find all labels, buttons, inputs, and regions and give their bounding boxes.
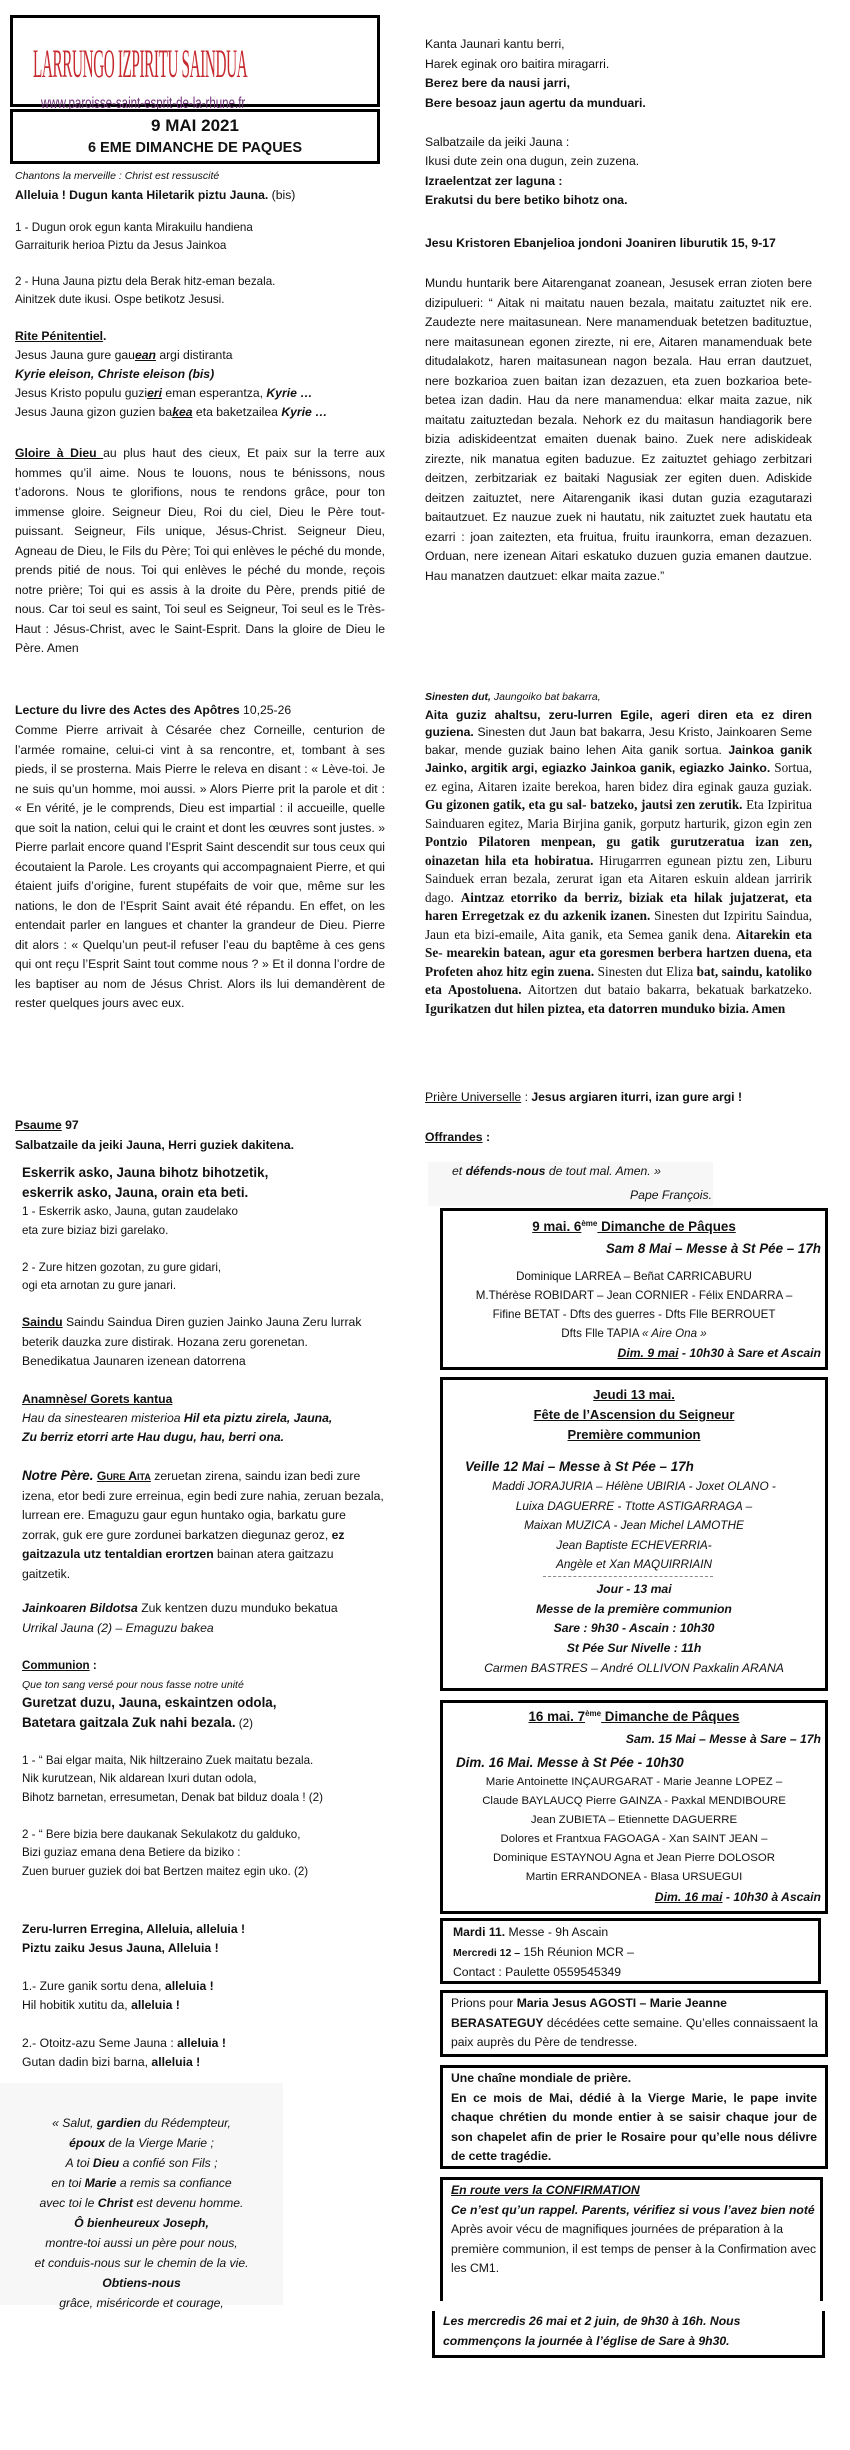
liturgical-sunday: 6 EME DIMANCHE DE PAQUES xyxy=(87,140,303,156)
text-run: Dim. 16 mai xyxy=(654,1890,723,1904)
text-run: Dimanche de Pâques xyxy=(597,1219,736,1234)
confirmation-announcement xyxy=(451,2181,817,2279)
text-run: - 10h30 à Sare et Ascain xyxy=(678,1346,821,1360)
text-run: zeruetan zirena, saindu izan bedi zure izena, etor bedi zure erreinua, egin bedi zure nahia, zeruan bezala, lurrean ere. Emaguzu gaur egun huntako ogia, barkatu gure zorrak, guk ere gure zordunei barkatzen diegunaz geroz, xyxy=(22,1469,384,1542)
text-run: : xyxy=(482,1130,491,1144)
text-run: Pontzio Pilatoren menpean, gu gatik gurutzeratua izan zen, oinazetan hila eta hobiratua. xyxy=(425,834,812,868)
sunday-mass xyxy=(443,1888,821,1908)
gospel-title xyxy=(425,234,815,254)
intentions-list xyxy=(443,1773,825,1887)
text-run: Jesus argiaren iturri, izan gure argi ! xyxy=(531,1090,742,1104)
text-run: au plus haut des cieux, Et paix sur la terre aux hommes qu’il aime. Nous te louons, nous te bénissons, nous t’adorons. Nous te glorifions, nous te rendons grâce, pour ton immense gloire. Seigneur Dieu, Roi du ciel, Dieu le Père tout-puissant. Seigneur, Fils unique, Jésus-Christ. Seigneur Dieu, Agneau de Dieu, le Fils du Père; Toi qui enlèves le péché du monde, prends pitié de nous. Toi qui enlèves le péché du monde, reçois notre prière; Toi qui es assis à la droite du Père, prends pitié de nous. Car toi seul es saint, Toi seul es Seigneur, Toi seul es le Très-Haut : Jésus-Christ, avec le Saint-Esprit. Dans la gloire de Dieu le Père. Amen xyxy=(15,446,385,655)
text-run: Hil eta piztu zirela, Jauna, Zu berriz etorri arte Hau dugu, hau, berri ona. xyxy=(22,1411,333,1444)
text-run: Dim. 16 Mai. Messe à St Pée - 10h30 xyxy=(456,1755,684,1770)
text-run: Jesus Jauna gizon guzien ba xyxy=(15,405,173,419)
text-run: Marie xyxy=(84,2176,117,2190)
text-run: Salbatzaile da jeiki Jauna, Herri guziek dakitena. xyxy=(15,1137,295,1152)
text-run: est devenu homme. xyxy=(136,2196,244,2210)
regina-caeli xyxy=(22,1920,385,2072)
confirmation-box xyxy=(440,2177,823,2301)
text-run: « Salut, xyxy=(52,2116,97,2130)
dotted-separator xyxy=(543,1576,713,1577)
text-run: Prière Universelle xyxy=(425,1090,522,1104)
text-run: (bis) xyxy=(268,188,296,202)
psalm-heading xyxy=(15,1116,385,1155)
saturday-mass xyxy=(443,1239,821,1260)
penitential-rite xyxy=(15,327,385,422)
communion-hymn xyxy=(22,1657,385,1881)
text-run: Anamnèse/ Gorets kantua xyxy=(22,1392,173,1406)
text-run: Gure Aita xyxy=(96,1469,151,1483)
prayer-end xyxy=(452,1162,732,1182)
text-run: Sam. 15 Mai – Messe à Sare – 17h xyxy=(625,1732,821,1746)
text-run: Jesu Kristoren Ebanjelioa jondoni Joaniren liburutik 15, 9-17 xyxy=(425,236,776,250)
text-run: ème xyxy=(585,1708,602,1718)
text-run: Aitarekin eta Se- mearekin batean, agur eta goresmen berbera hartzen duena, eta Profeten ahoz hitz egin zuena. xyxy=(425,926,812,979)
text-run: Igurikatzen dut hilen piztea, eta datorren munduko bizia. Amen xyxy=(425,1000,786,1016)
text-run: kea xyxy=(172,405,193,419)
text-run: argi distiranta xyxy=(159,348,233,362)
text-run: Zeru-lurren Erregina, Alleluia, alleluia ! Piztu zaiku Jesus Jauna, Alleluia ! xyxy=(22,1922,246,1955)
text-run: Aitortzen dut bataio bakarra, bekatuak barkatzeko. xyxy=(521,982,812,997)
box-title xyxy=(443,1385,825,1445)
text-run: . xyxy=(103,329,107,343)
text-run: Jesus Jauna gure gau xyxy=(15,348,135,362)
text-run: a confié son Fils ; en toi xyxy=(51,2156,218,2190)
text-run: Dieu xyxy=(92,2156,120,2170)
text-run: Dominique LARREA – Beñat CARRICABURU M.Thérèse ROBIDART – Jean CORNIER - Félix ENDARRA – Fifine BETAT - Dfts des guerres - Dfts Flle BERROUET Dfts Flle TAPIA xyxy=(475,1270,793,1340)
text-run: : xyxy=(89,1659,97,1672)
text-run: Saindu Saindua Diren guzien Jainko Jauna Zeru lurrak beterik dauzka zure distirak. Hozana zeru gorenetan. Benedikatua Jaunaren izenean datorrena xyxy=(22,1315,362,1368)
text-run: Pape François. xyxy=(630,1188,712,1202)
text-run: eman esperantza, xyxy=(162,386,267,400)
text-run: En route vers la CONFIRMATION xyxy=(451,2183,640,2197)
offertory xyxy=(425,1128,815,1148)
text-run: Sinesten dut Eliza xyxy=(594,963,694,979)
text-run: alleluia ! xyxy=(151,2055,201,2069)
text-run: Sortua, ez egina, Aitaren izaite berekoa, haren bidez dira eginak gauza guziak. xyxy=(425,760,812,794)
text-run: eri xyxy=(147,386,163,400)
text-run: Saindu xyxy=(22,1315,63,1329)
first-reading xyxy=(15,721,385,1014)
parish-logo: LARRUNGO IZPIRITU SAINDUA xyxy=(33,41,248,86)
text-run: Gutan dadin bizi barna, xyxy=(22,2055,149,2069)
first-reading-title xyxy=(15,701,385,721)
text-run: : xyxy=(521,1090,532,1104)
st-joseph-prayer-box xyxy=(0,2083,283,2310)
agnus-dei xyxy=(22,1599,352,1638)
text-run: défends-nous xyxy=(465,1164,546,1178)
rosary-announcement xyxy=(451,2069,817,2167)
text-run: Izraelentzat zer laguna : Erakutsi du bere betiko bihotz ona. xyxy=(425,173,628,207)
text-run: de tout mal. Amen. » xyxy=(545,1164,661,1178)
text-run: alleluia ! xyxy=(164,1979,214,1993)
text-run: Chantons la merveille : Christ est ressuscité xyxy=(15,170,220,182)
text-run: Christ xyxy=(97,2196,134,2210)
text-run: Mundu huntarik bere Aitarenganat zoanean, Jesusek erran zioten bere dizipulueri: “ Aitak ni maitatu nauen bezala, maitatu zaituztet nik ere. Zaudezte nere maitasunean. Nere manamenduak betetzen badituztue, nere maitasunean egonen zirezte, ni ere, Aitaren manamenduak bete ditudalakotz, haren maitasunean nagon bezala. Hau erran dautzuet, nere bozkarioa zuen baitan izan dezazuen, eta zuen bozkarioa bete-betea izan dadin. Hau da nere manamendua: elkar maita zazue, nik maitatu zaituztedan bezala. Nehork ez du maitasun handiagorik bere bizia adiskideentzat emaiten duenak baino. Zuek nere adiskideak zirezte, nik manatua egiten baduzue. Ez zaituztet gehiago zerbitzari deitzen, zerbitzariak ez baitaki Nagusiak zer egiten duen. Adiskide deitzen zaituztet, nere Aitarenganik ikasi dutan guzia ezagutarazi baitautzuet. Ez nauzue zuek ni hautatu, nik zaituztet zuek hautatu eta ezarri : joan zaitezten, eta fruitua, fruitu iraunkorra, eman dezazuen. Orduan, nere izenean Aitari eskatuko duzuen guzia emanen dautzue. Hau manatzen dautzuet: elkar maita zazue.” xyxy=(425,276,812,583)
intentions-list xyxy=(443,1267,825,1343)
text-run: Sinesten dut Izpiritu Saindua, Jaun eta bizi-emaile, Aita ganik, eta Semea ganik dena. xyxy=(425,908,812,942)
text-run: Berez bere da nausi jarri, Bere besoaz jaun agertu da munduari. xyxy=(425,76,646,110)
creed xyxy=(425,688,812,1018)
text-run: ean xyxy=(134,348,156,362)
text-run: Marie Antoinette INÇAURGARAT - Marie Jeanne LOPEZ – Claude BAYLAUCQ Pierre GAINZA - Paxkal MENDIBOURE Jean ZUBIETA – Etiennette DAGUERRE Dolores et Frantxua FAGOAGA - Xan SAINT JEAN – Dominique ESTAYNOU Agna et Jean Pierre DOLOSOR Martin ERRANDONEA - Blasa URSUEGUI xyxy=(482,1776,786,1883)
text-run: 97 xyxy=(61,1118,79,1132)
text-run: Messe - 9h Ascain xyxy=(508,1925,609,1939)
text-run: Dimanche de Pâques xyxy=(601,1709,740,1724)
entrance-hymn-verses xyxy=(15,219,385,309)
deceased-prayer xyxy=(451,1994,821,2053)
rosary-box xyxy=(440,2065,828,2169)
gloria xyxy=(15,444,385,659)
text-run: Mardi 11. xyxy=(453,1925,506,1939)
text-run: Kyrie … xyxy=(281,405,328,419)
text-run: Dim. 9 mai xyxy=(617,1346,679,1360)
psalm-continuation xyxy=(425,35,815,211)
first-communion-masses xyxy=(443,1580,825,1658)
text-run: Jesus Kristo populu guzi xyxy=(15,386,148,400)
text-run: Gloire à Dieu xyxy=(15,446,104,460)
text-run: Maria Jesus AGOSTI – Marie Jeanne BERASATEGUY xyxy=(451,1996,727,2030)
text-run: montre-toi aussi un père pour nous, et conduis-nous sur le chemin de la vie. xyxy=(34,2236,249,2270)
text-run: - 10h30 à Ascain xyxy=(722,1890,821,1904)
text-run: Carmen BASTRES – André OLLIVON Paxkalin ARANA xyxy=(484,1661,784,1675)
text-run: alleluia ! xyxy=(177,2036,226,2050)
entrance-hymn xyxy=(15,166,385,205)
text-run: Sinesten dut Jaun bat bakarra, Jesu Kristo, Jainkoaren Seme bakar, mende guziak baino lehen Aita ganik sortua. xyxy=(425,725,812,757)
text-run: Gu gizonen gatik, eta gu sal- batzeko, jautsi zen zerutik. xyxy=(425,797,743,812)
text-run: et xyxy=(452,1164,466,1178)
sanctus xyxy=(22,1313,377,1372)
text-run: Jeudi 13 mai. Fête de l’Ascension du Seigneur Première communion xyxy=(533,1387,735,1442)
text-run: Eskerrik asko, Jauna bihotz bihotzetik, eskerrik asko, Jauna, orain eta beti. xyxy=(22,1165,269,1200)
text-run: (2) 1 - “ Bai elgar maita, Nik hiltzeraino Zuek maitatu bezala. Nik kurutzean, Nik aldarean Ixuri dutan odola, Bihotz barnetan, erresumetan, Denak bat bilduz doala ! (2) 2 - “ Bere bizia bere daukanak Sekulakotz du galduko, Bizi guziaz emana dena Betiere da biziko : Zuen buruer guziek doi bat Bertzen maitez egin uko. (2) xyxy=(22,1716,323,1878)
text-run: eta baketzailea xyxy=(192,405,282,419)
text-run: Jour - 13 mai Messe de la première communion Sare : 9h30 - Ascain : 10h30 St Pée Sur Nivelle : 11h xyxy=(536,1582,732,1655)
intentions-list-2 xyxy=(443,1659,825,1679)
text-run: 16 mai. 7 xyxy=(528,1709,586,1724)
text-run: Eta Izpiritua Sainduaren egitez, Maria Birjina ganik, gorputz harturik, gizon egin zen xyxy=(425,797,812,831)
st-joseph-prayer xyxy=(0,2113,283,2313)
text-run: Urrikal Jauna (2) – Emaguzu bakea xyxy=(22,1620,214,1635)
weekday-box xyxy=(440,1918,821,1984)
text-run: Veille 12 Mai – Messe à St Pée – 17h xyxy=(465,1459,694,1474)
text-run: « Aire Ona » xyxy=(642,1327,707,1340)
text-run: 1.- Zure ganik sortu dena, xyxy=(22,1979,162,1993)
saturday-mass xyxy=(443,1730,821,1750)
text-run: Hau da sinestearen misterioa xyxy=(22,1411,181,1425)
text-run: Rite Pénitentiel xyxy=(15,329,104,343)
masthead-box xyxy=(10,15,380,112)
text-run: grâce, miséricorde et courage, xyxy=(59,2296,224,2310)
text-run: Jainkoa ganik Jainko, argitik argi, egiazko Jainkoa ganik, egiazko Jainko. xyxy=(425,742,812,775)
text-run: 10,25-26 xyxy=(239,703,292,717)
text-run: Jainkoaren Bildotsa xyxy=(22,1601,138,1615)
date-box xyxy=(10,109,380,164)
text-run: Comme Pierre arrivait à Césarée chez Corneille, centurion de l’armée romaine, celui-ci vint à sa rencontre, et, tombant à ses pieds, il se prosterna. Mais Pierre le releva en disant : « Lève-toi. Je ne suis qu’un homme, moi aussi. » Alors Pierre prit la parole et dit : « En vérité, je le comprends, Dieu est impartial : il accueille, quelle que soit la nation, celui qui le craint et dont les œuvres sont justes. » Pierre parlait encore quand l’Esprit Saint descendit sur tous ceux qui écoutaient la Parole. Les croyants qui accompagnaient Pierre, et qui étaient juifs d’origine, furent stupéfaits de voir que, même sur les nations, le don de l’Esprit Saint avait été répandu. En effet, on les entendait parler en langues et chanter la grandeur de Dieu. Pierre dit alors : « Quelqu’un peut-il refuser l’eau du baptême à ces gens qui ont reçu l’Esprit Saint tout comme nous ? » Et il donna l’ordre de les baptiser au nom de Jésus Christ. Alors ils lui demandèrent de rester quelques jours avec eux. xyxy=(15,723,385,1010)
text-run: Prions pour xyxy=(451,1996,517,2010)
prayer-author xyxy=(430,1186,712,1206)
mass-box-may-16 xyxy=(440,1700,828,1914)
deceased-box xyxy=(440,1990,828,2057)
text-run: Que ton sang versé pour nous fasse notre unité xyxy=(22,1678,244,1691)
psalm-verses xyxy=(22,1164,385,1296)
text-run: Communion xyxy=(22,1659,90,1672)
text-run: Les mercredis 26 mai et 2 juin, de 9h30 à 16h. Nous commençons la journée à l’église de Sare à 9h30. xyxy=(443,2314,741,2348)
text-run: Mercredi 12 – xyxy=(453,1946,521,1959)
text-run: Guretzat duzu, Jauna, eskaintzen odola, Batetara gaitzala Zuk nahi bezala. xyxy=(22,1695,277,1730)
text-run: Salbatzaile da jeiki Jauna : Ikusi dute zein ona dugun, zein zuzena. xyxy=(425,134,640,168)
text-run: Offrandes xyxy=(425,1130,483,1144)
text-run: bainan atera gaitzazu gaitzetik. xyxy=(22,1547,334,1581)
text-run: Ce n’est qu’un rappel. Parents, vérifiez si vous l’avez bien noté xyxy=(451,2202,815,2217)
confirmation-dates xyxy=(443,2312,818,2351)
text-run: Zuk kentzen duzu munduko bekatua xyxy=(137,1601,338,1615)
text-run: de la Vierge Marie ; A toi xyxy=(65,2136,214,2170)
our-father xyxy=(22,1466,385,1584)
text-run: Obtiens-nous xyxy=(102,2276,181,2290)
box-title xyxy=(443,1707,825,1728)
text-run: du Rédempteur, xyxy=(144,2116,231,2130)
sunday-mass-st-pee xyxy=(456,1753,816,1774)
text-run: 15h Réunion MCR – Contact : Paulette 0559545349 xyxy=(453,1944,634,1979)
gospel-reading xyxy=(425,274,812,586)
intentions-list xyxy=(443,1477,825,1575)
text-run: Maddi JORAJURIA – Hélène UBIRIA - Joxet OLANO - Luixa DAGUERRE - Ttotte ASTIGARRAGA – Maixan MUZICA - Jean Michel LAMOTHE Jean Baptiste ECHEVERRIA- Angèle et Xan MAQUIRRIAIN xyxy=(492,1479,776,1571)
text-run: Hil hobitik xutitu da, xyxy=(22,1998,128,2012)
text-run: gardien xyxy=(96,2116,141,2130)
text-run: Kyrie … xyxy=(266,386,313,400)
universal-prayer xyxy=(425,1088,815,1108)
text-run: Sinesten dut, xyxy=(425,691,491,703)
text-run: Kanta Jaunari kantu berri, Harek eginak oro baitira miragarri. xyxy=(425,37,610,71)
text-run: ez gaitzazula utz tentaldian erortzen xyxy=(22,1527,345,1561)
text-run: époux xyxy=(69,2136,106,2150)
text-run: bat, saindu, katoliko eta Apostoluena. xyxy=(425,963,812,997)
text-run: Aintzaz etorriko da berriz, biziak eta hilak jujatzerat, eta haren Erregetzak ez du azkenik izanen. xyxy=(425,889,812,923)
mass-box-may-9 xyxy=(440,1208,828,1370)
text-run: a remis sa confiance avec toi le xyxy=(39,2176,232,2210)
weekday-events xyxy=(453,1923,813,1983)
text-run: 1 - Eskerrik asko, Jauna, gutan zaudelako eta zure biziaz bizi garelako. 2 - Zure hitzen gozotan, zu gure gidari, ogi eta arnotan zu gure janari. xyxy=(22,1205,238,1292)
sunday-mass xyxy=(443,1344,821,1364)
text-run: Sam 8 Mai – Messe à St Pée – 17h xyxy=(605,1241,821,1256)
text-run: 1 - Dugun orok egun kanta Mirakuilu handiena Garraiturik herioa Piztu da Jesus Jainkoa 2 - Huna Jauna piztu dela Berak hitz-eman bezala. Ainitzek dute ikusi. Ospe betikotz Jesusi. xyxy=(15,221,276,306)
text-run: Jaungoiko bat bakarra, xyxy=(490,691,601,703)
text-run: Notre Père. xyxy=(22,1468,94,1483)
text-run: 9 mai. 6 xyxy=(532,1219,582,1234)
text-run: Hirugarrren egunean piztu zen, Liburu Sainduek erran bezala, zerurat igan eta Aitaren eskuin aldean jarririk dago. xyxy=(425,852,812,905)
text-run: Aita guziz ahaltsu, zeru-lurren Egile, ageri diren eta ez diren guziena. xyxy=(425,707,812,739)
text-run: Kyrie eleison, Christe eleison (bis) xyxy=(15,367,215,381)
text-run: Après avoir vécu de magnifiques journées de préparation à la première communion, il est temps de penser à la Confirmation avec les CM1. xyxy=(451,2222,817,2275)
text-run: Lecture du livre des Actes des Apôtres xyxy=(15,703,240,717)
text-run: Une chaîne mondiale de prière. xyxy=(451,2071,632,2085)
confirmation-dates-box xyxy=(432,2311,825,2358)
text-run: alleluia ! xyxy=(131,1998,180,2012)
text-run: Psaume xyxy=(15,1118,62,1132)
text-run: En ce mois de Mai, dédié à la Vierge Marie, le pape invite chaque chrétien du monde entier à se saisir chaque jour de son chapelet afin de prier le Rosaire pour qu’elle nous délivre de cette tragédie. xyxy=(451,2090,817,2163)
text-run: ème xyxy=(581,1218,598,1228)
text-run: Alleluia ! Dugun kanta Hiletarik piztu Jauna. xyxy=(15,188,269,202)
mass-box-may-13 xyxy=(440,1377,828,1691)
eve-mass xyxy=(465,1457,825,1478)
text-run: décédées cette semaine. Qu’elles connaissaent la paix auprès du Père de tendresse. xyxy=(451,2015,818,2049)
text-run: Ô bienheureux Joseph, xyxy=(74,2216,209,2230)
anamnesis xyxy=(22,1390,385,1447)
parish-website-link[interactable]: www.paroisse-saint-esprit-de-la-rhune.fr xyxy=(41,95,246,112)
bulletin-date: 9 MAI 2021 xyxy=(151,116,239,135)
text-run: 2.- Otoitz-azu Seme Jauna : xyxy=(22,2036,174,2050)
box-title xyxy=(443,1217,825,1238)
